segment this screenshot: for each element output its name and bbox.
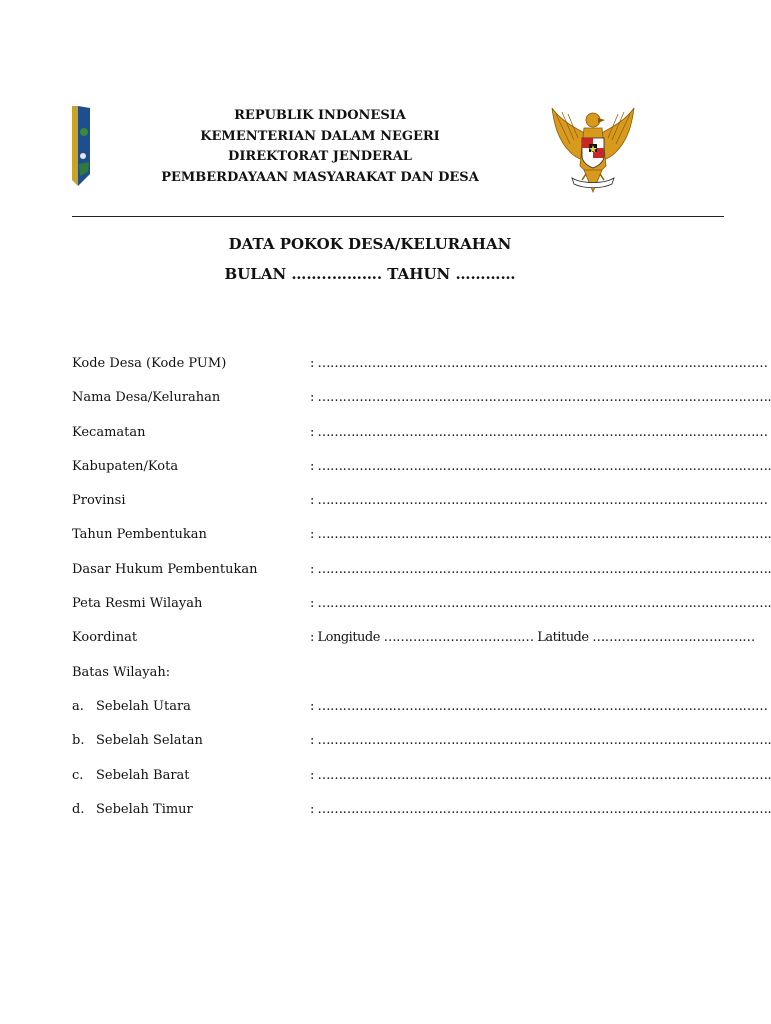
section-heading: Batas Wilayah: (72, 664, 171, 680)
field-row (72, 767, 771, 802)
field-value[interactable]: : ………………………………………………………………………………………………. (310, 596, 771, 612)
field-row (72, 356, 768, 390)
field-value[interactable]: : ………………………………………………………………………………………………. (310, 767, 771, 783)
field-label: Provinsi (72, 493, 126, 509)
field-row (72, 698, 768, 733)
field-row (72, 390, 771, 424)
field-value[interactable]: : Longitude ……………………………… Latitude ………………………………… (310, 630, 755, 646)
field-row (72, 527, 771, 561)
document-period: BULAN ……..………. TAHUN ………… (224, 265, 516, 283)
field-value[interactable]: : ………………………………………………………………………………………………. (310, 390, 771, 406)
document-header (150, 106, 490, 188)
field-row (72, 493, 768, 527)
header-line-directorate: DIREKTORAT JENDERAL (228, 149, 412, 164)
field-value[interactable]: : ………………………………………………………………………………………………. (310, 733, 771, 749)
field-row (72, 630, 755, 664)
field-row (72, 596, 771, 630)
field-label: Kabupaten/Kota (72, 458, 179, 474)
field-value[interactable]: : ……………………………………………………………………………………………… (310, 356, 768, 371)
field-label: c. Sebelah Barat (72, 767, 190, 783)
field-row (72, 733, 771, 767)
header-divider (72, 216, 724, 217)
header-line-country: REPUBLIK INDONESIA (234, 108, 406, 123)
field-label: Tahun Pembentukan (72, 527, 207, 543)
field-label: b. Sebelah Selatan (72, 733, 203, 749)
list-marker: a. (72, 698, 84, 714)
field-row (72, 424, 768, 459)
field-value[interactable]: : ………………………………………………………………………………………………. (310, 527, 771, 543)
document-title: DATA POKOK DESA/KELURAHAN (228, 235, 512, 253)
list-marker: c. (72, 767, 84, 783)
field-label: Koordinat (72, 630, 138, 646)
field-value[interactable]: : ………………………………………………………………………………………………. (310, 801, 771, 817)
field-row (72, 801, 771, 836)
header-line-division: PEMBERDAYAAN MASYARAKAT DAN DESA (161, 169, 479, 185)
header-line-ministry: KEMENTERIAN DALAM NEGERI (200, 128, 440, 144)
ministry-logo-icon (70, 104, 92, 188)
field-label: Nama Desa/Kelurahan (72, 390, 221, 406)
section-heading-row (72, 665, 722, 699)
village-data-form (72, 356, 771, 836)
field-value[interactable]: : ……………………………………………………………………………………………… (310, 424, 768, 440)
field-value[interactable]: : ……………………………………………………………………………………………… (310, 698, 768, 714)
list-marker: d. (72, 801, 85, 817)
field-row (72, 458, 771, 493)
field-row (72, 561, 771, 596)
list-marker: b. (72, 733, 85, 749)
field-value[interactable]: : ………………………………………………………………………………………………. (310, 458, 771, 474)
field-label: d. Sebelah Timur (72, 801, 193, 817)
field-label: a. Sebelah Utara (72, 698, 191, 714)
field-label: Kecamatan (72, 424, 146, 440)
field-label: Peta Resmi Wilayah (72, 596, 203, 612)
field-label: Kode Desa (Kode PUM) (72, 356, 227, 371)
field-value[interactable]: : ………………………………………………………………………………………………. (310, 561, 771, 577)
field-label: Dasar Hukum Pembentukan (72, 561, 258, 577)
field-value[interactable]: : ……………………………………………………………………………………………… (310, 493, 768, 509)
garuda-pancasila-emblem-icon (548, 104, 638, 198)
